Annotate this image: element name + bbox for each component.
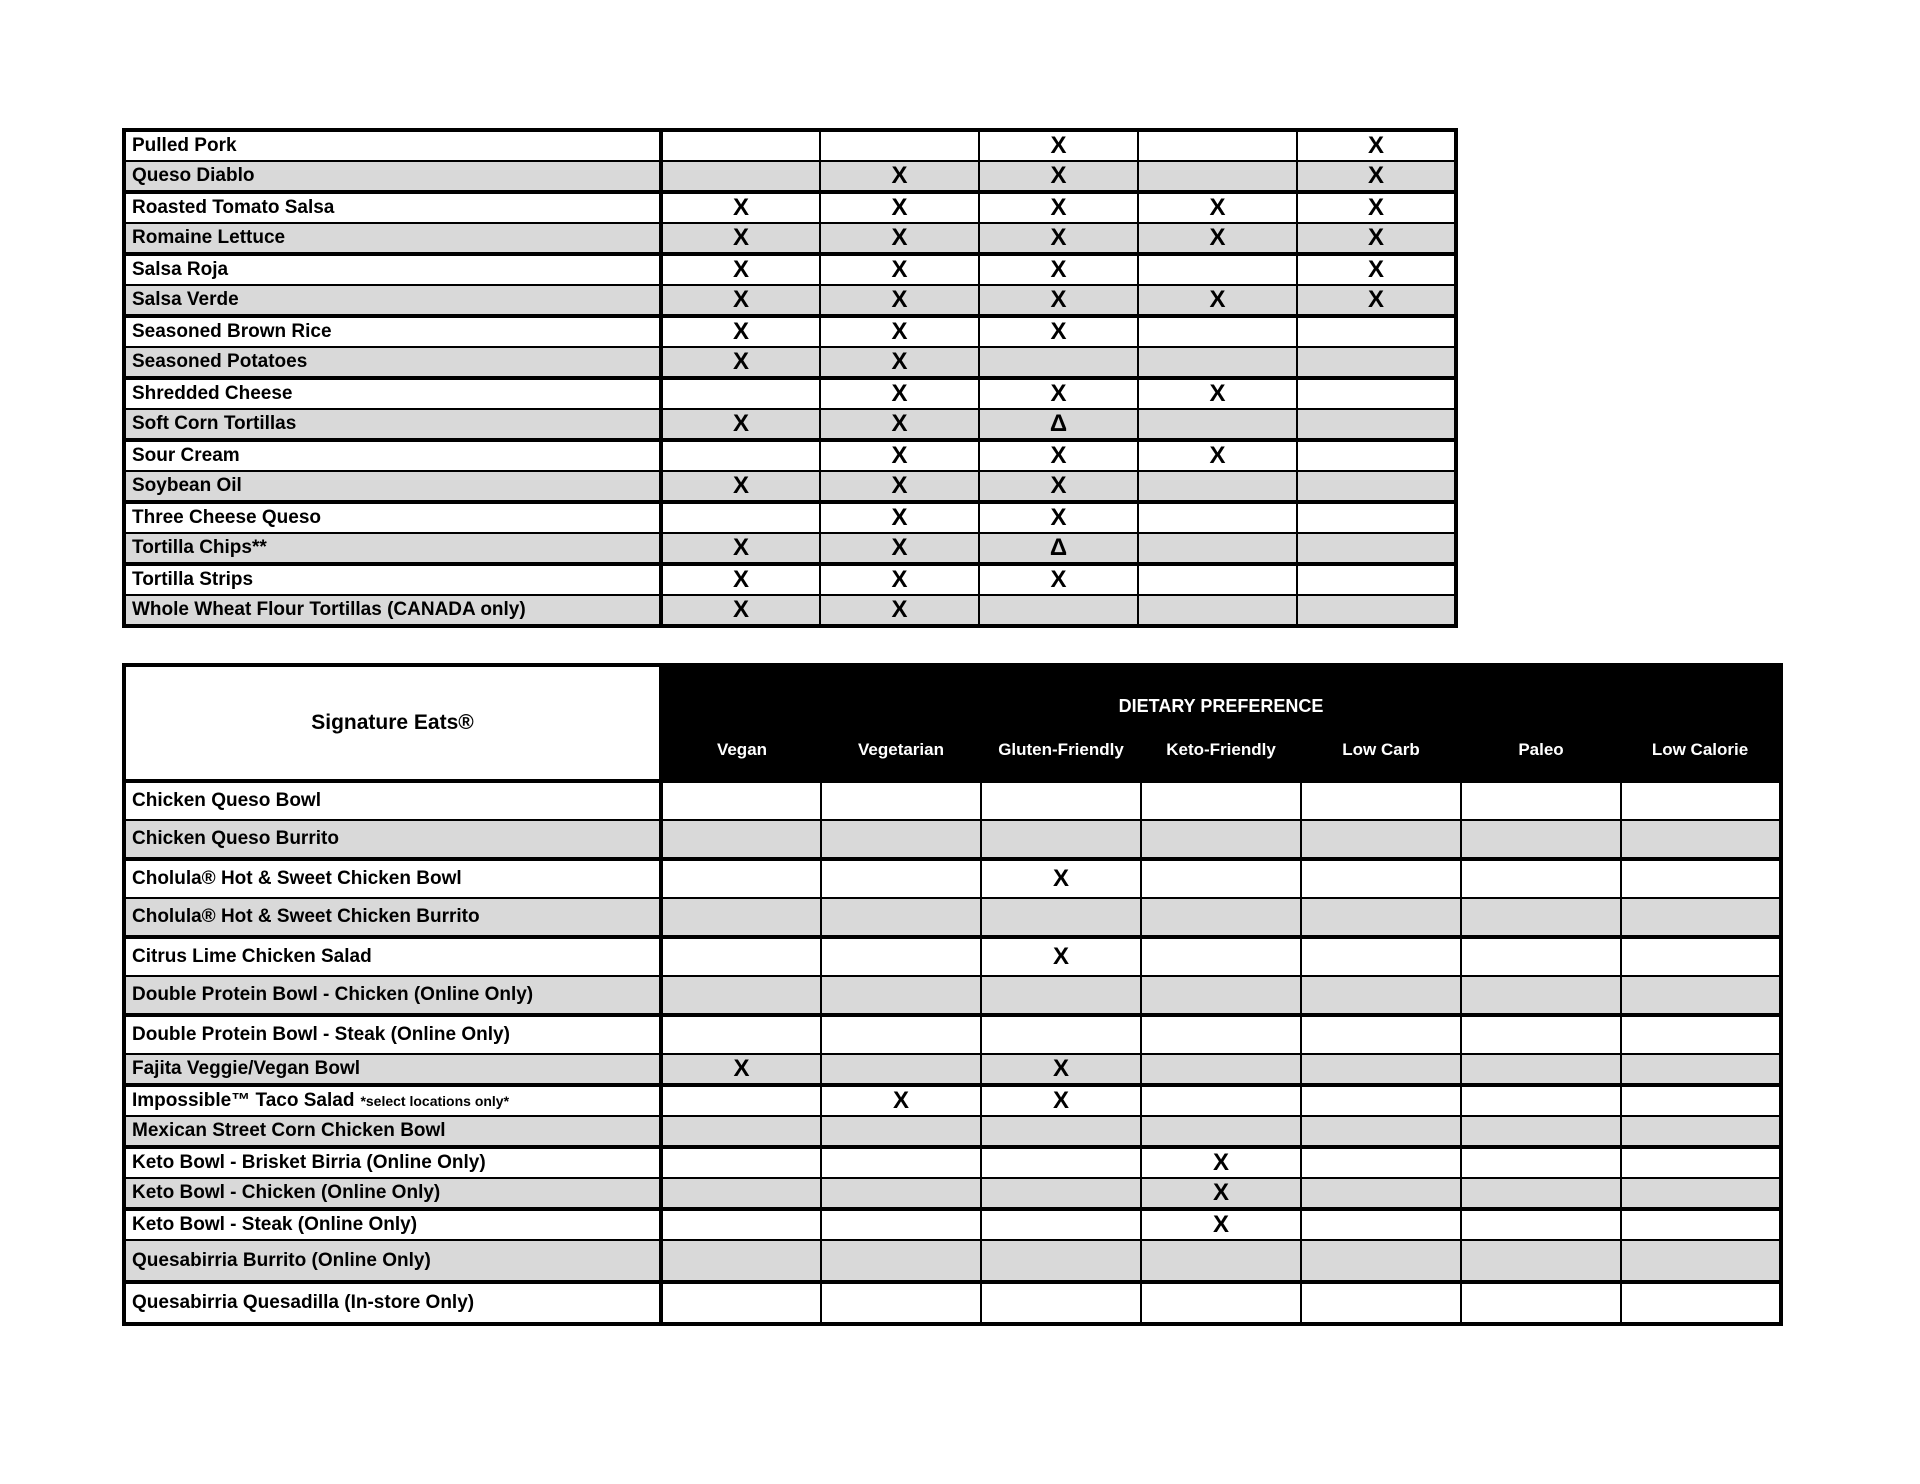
mark-cell: X xyxy=(820,471,979,502)
mark-cell xyxy=(1138,533,1297,564)
ingredient-name: Soybean Oil xyxy=(124,471,661,502)
mark-cell xyxy=(820,130,979,161)
ingredient-row xyxy=(124,130,1456,161)
mark-cell xyxy=(661,1178,821,1209)
column-header: Paleo xyxy=(1461,721,1621,781)
mark-cell xyxy=(1621,1054,1781,1085)
column-header: Low Calorie xyxy=(1621,721,1781,781)
mark-cell: X xyxy=(1138,192,1297,223)
mark-cell xyxy=(1297,378,1456,409)
mark-cell xyxy=(1301,820,1461,859)
mark-cell: X xyxy=(661,316,820,347)
mark-cell xyxy=(1621,1116,1781,1147)
mark-cell xyxy=(1141,859,1301,898)
mark-cell xyxy=(821,937,981,976)
mark-cell: X xyxy=(979,502,1138,533)
menu-item-name: Double Protein Bowl - Steak (Online Only) xyxy=(124,1015,661,1054)
mark-cell xyxy=(1461,859,1621,898)
mark-cell: X xyxy=(1141,1209,1301,1240)
mark-cell: X xyxy=(661,471,820,502)
mark-cell xyxy=(981,1240,1141,1282)
mark-cell: X xyxy=(979,130,1138,161)
mark-cell xyxy=(1621,1085,1781,1116)
mark-cell: X xyxy=(661,223,820,254)
mark-cell xyxy=(981,1015,1141,1054)
menu-item-row xyxy=(124,859,1781,898)
mark-cell xyxy=(1141,1015,1301,1054)
mark-cell xyxy=(1461,1147,1621,1178)
mark-cell xyxy=(1301,1209,1461,1240)
menu-item-row xyxy=(124,1178,1781,1209)
mark-cell xyxy=(1621,859,1781,898)
ingredient-row xyxy=(124,285,1456,316)
mark-cell xyxy=(981,1282,1141,1324)
mark-cell: X xyxy=(1141,1178,1301,1209)
mark-cell xyxy=(1141,1116,1301,1147)
signature-eats-header xyxy=(124,665,1781,781)
mark-cell xyxy=(1297,347,1456,378)
mark-cell xyxy=(661,1015,821,1054)
mark-cell: X xyxy=(821,1085,981,1116)
mark-cell: X xyxy=(1297,285,1456,316)
ingredient-name: Three Cheese Queso xyxy=(124,502,661,533)
menu-item-row xyxy=(124,1147,1781,1178)
mark-cell xyxy=(1461,1085,1621,1116)
mark-cell: X xyxy=(820,595,979,626)
ingredient-name: Romaine Lettuce xyxy=(124,223,661,254)
mark-cell: X xyxy=(661,595,820,626)
mark-cell xyxy=(821,1282,981,1324)
mark-cell xyxy=(981,976,1141,1015)
mark-cell: Δ xyxy=(979,409,1138,440)
mark-cell xyxy=(661,1085,821,1116)
mark-cell xyxy=(1297,316,1456,347)
mark-cell xyxy=(1141,820,1301,859)
menu-item-name: Fajita Veggie/Vegan Bowl xyxy=(124,1054,661,1085)
mark-cell xyxy=(1301,1147,1461,1178)
mark-cell: X xyxy=(981,937,1141,976)
mark-cell xyxy=(1138,254,1297,285)
mark-cell xyxy=(1461,1178,1621,1209)
mark-cell: X xyxy=(820,285,979,316)
mark-cell xyxy=(1141,1054,1301,1085)
ingredient-row xyxy=(124,192,1456,223)
mark-cell xyxy=(661,1116,821,1147)
mark-cell xyxy=(661,898,821,937)
mark-cell: X xyxy=(979,254,1138,285)
mark-cell xyxy=(1301,898,1461,937)
ingredient-name: Seasoned Brown Rice xyxy=(124,316,661,347)
mark-cell xyxy=(1621,1209,1781,1240)
ingredient-row xyxy=(124,223,1456,254)
mark-cell xyxy=(1621,898,1781,937)
menu-item-row xyxy=(124,820,1781,859)
mark-cell xyxy=(661,378,820,409)
ingredient-name: Seasoned Potatoes xyxy=(124,347,661,378)
mark-cell xyxy=(1461,1015,1621,1054)
mark-cell xyxy=(1621,820,1781,859)
mark-cell: X xyxy=(979,161,1138,192)
mark-cell xyxy=(1297,595,1456,626)
mark-cell xyxy=(1141,976,1301,1015)
mark-cell: X xyxy=(979,471,1138,502)
mark-cell xyxy=(1621,1178,1781,1209)
mark-cell xyxy=(1297,502,1456,533)
ingredient-row xyxy=(124,471,1456,502)
mark-cell xyxy=(981,1147,1141,1178)
mark-cell: X xyxy=(979,223,1138,254)
mark-cell xyxy=(1621,781,1781,820)
column-header: Low Carb xyxy=(1301,721,1461,781)
mark-cell: X xyxy=(820,254,979,285)
mark-cell xyxy=(661,1282,821,1324)
mark-cell xyxy=(821,781,981,820)
ingredient-name: Pulled Pork xyxy=(124,130,661,161)
menu-item-row xyxy=(124,898,1781,937)
ingredient-row xyxy=(124,316,1456,347)
mark-cell: X xyxy=(979,564,1138,595)
mark-cell xyxy=(661,1147,821,1178)
mark-cell: X xyxy=(661,409,820,440)
mark-cell xyxy=(821,1240,981,1282)
mark-cell: X xyxy=(1138,440,1297,471)
menu-item-row xyxy=(124,1054,1781,1085)
mark-cell xyxy=(1461,781,1621,820)
mark-cell xyxy=(821,1209,981,1240)
mark-cell xyxy=(1138,347,1297,378)
mark-cell: X xyxy=(1297,161,1456,192)
mark-cell xyxy=(979,347,1138,378)
mark-cell xyxy=(661,130,820,161)
mark-cell: X xyxy=(981,1085,1141,1116)
mark-cell: X xyxy=(1297,192,1456,223)
menu-item-name: Chicken Queso Bowl xyxy=(124,781,661,820)
mark-cell: X xyxy=(979,316,1138,347)
mark-cell xyxy=(1301,1178,1461,1209)
mark-cell xyxy=(981,820,1141,859)
mark-cell xyxy=(661,937,821,976)
menu-item-name: Quesabirria Quesadilla (In-store Only) xyxy=(124,1282,661,1324)
ingredient-name: Salsa Roja xyxy=(124,254,661,285)
mark-cell xyxy=(1301,1116,1461,1147)
mark-cell xyxy=(1301,976,1461,1015)
mark-cell xyxy=(1461,1282,1621,1324)
mark-cell xyxy=(1301,781,1461,820)
mark-cell: Δ xyxy=(979,533,1138,564)
menu-item-name: Mexican Street Corn Chicken Bowl xyxy=(124,1116,661,1147)
mark-cell: X xyxy=(661,564,820,595)
mark-cell xyxy=(1461,1116,1621,1147)
mark-cell xyxy=(1301,1240,1461,1282)
ingredient-name: Tortilla Strips xyxy=(124,564,661,595)
ingredient-row xyxy=(124,347,1456,378)
mark-cell xyxy=(1138,502,1297,533)
column-header: Vegan xyxy=(661,721,821,781)
mark-cell xyxy=(1138,161,1297,192)
mark-cell: X xyxy=(981,859,1141,898)
mark-cell: X xyxy=(1297,130,1456,161)
mark-cell: X xyxy=(1138,285,1297,316)
ingredient-row xyxy=(124,564,1456,595)
mark-cell xyxy=(1297,471,1456,502)
ingredient-row xyxy=(124,595,1456,626)
mark-cell: X xyxy=(820,440,979,471)
mark-cell: X xyxy=(820,223,979,254)
mark-cell: X xyxy=(979,285,1138,316)
menu-item-row xyxy=(124,1085,1781,1116)
mark-cell: X xyxy=(979,378,1138,409)
ingredient-row xyxy=(124,502,1456,533)
mark-cell: X xyxy=(981,1054,1141,1085)
mark-cell: X xyxy=(979,440,1138,471)
mark-cell xyxy=(1461,820,1621,859)
mark-cell xyxy=(981,898,1141,937)
mark-cell: X xyxy=(1138,378,1297,409)
signature-eats-table xyxy=(122,663,1783,1326)
ingredient-name: Tortilla Chips** xyxy=(124,533,661,564)
mark-cell xyxy=(1301,1282,1461,1324)
menu-item-row xyxy=(124,781,1781,820)
menu-item-name: Citrus Lime Chicken Salad xyxy=(124,937,661,976)
mark-cell xyxy=(661,440,820,471)
menu-item-name: Keto Bowl - Steak (Online Only) xyxy=(124,1209,661,1240)
mark-cell xyxy=(981,1178,1141,1209)
mark-cell xyxy=(661,1209,821,1240)
mark-cell: X xyxy=(661,1054,821,1085)
mark-cell xyxy=(1461,1240,1621,1282)
mark-cell xyxy=(1141,937,1301,976)
mark-cell xyxy=(1621,937,1781,976)
band-title-row xyxy=(124,665,1781,721)
mark-cell xyxy=(661,502,820,533)
menu-item-note: *select locations only* xyxy=(360,1093,510,1109)
mark-cell xyxy=(821,1147,981,1178)
menu-item-row xyxy=(124,937,1781,976)
mark-cell: X xyxy=(820,409,979,440)
mark-cell xyxy=(1141,1282,1301,1324)
mark-cell: X xyxy=(1297,223,1456,254)
mark-cell: X xyxy=(820,347,979,378)
mark-cell: X xyxy=(820,316,979,347)
mark-cell xyxy=(661,161,820,192)
mark-cell xyxy=(821,1015,981,1054)
menu-item-row xyxy=(124,1116,1781,1147)
mark-cell xyxy=(1141,781,1301,820)
mark-cell xyxy=(1297,440,1456,471)
mark-cell xyxy=(821,898,981,937)
menu-item-name: Keto Bowl - Chicken (Online Only) xyxy=(124,1178,661,1209)
mark-cell xyxy=(1297,564,1456,595)
dietary-preference-title: DIETARY PREFERENCE xyxy=(661,665,1781,721)
ingredient-row xyxy=(124,533,1456,564)
mark-cell xyxy=(1141,898,1301,937)
menu-item-name: Cholula® Hot & Sweet Chicken Bowl xyxy=(124,859,661,898)
mark-cell xyxy=(661,820,821,859)
mark-cell xyxy=(1138,564,1297,595)
mark-cell xyxy=(821,820,981,859)
mark-cell xyxy=(1141,1085,1301,1116)
mark-cell xyxy=(661,781,821,820)
ingredient-row xyxy=(124,378,1456,409)
ingredient-row xyxy=(124,409,1456,440)
mark-cell: X xyxy=(1141,1147,1301,1178)
menu-item-name: Quesabirria Burrito (Online Only) xyxy=(124,1240,661,1282)
menu-item-name: Keto Bowl - Brisket Birria (Online Only) xyxy=(124,1147,661,1178)
mark-cell xyxy=(821,1178,981,1209)
menu-item-row xyxy=(124,1240,1781,1282)
mark-cell xyxy=(821,859,981,898)
mark-cell xyxy=(821,1054,981,1085)
menu-item-name: Cholula® Hot & Sweet Chicken Burrito xyxy=(124,898,661,937)
ingredients-table xyxy=(122,128,1458,628)
mark-cell xyxy=(1621,1147,1781,1178)
mark-cell: X xyxy=(661,254,820,285)
menu-item-row xyxy=(124,1282,1781,1324)
mark-cell: X xyxy=(1138,223,1297,254)
mark-cell xyxy=(1301,937,1461,976)
ingredient-name: Sour Cream xyxy=(124,440,661,471)
mark-cell xyxy=(1297,409,1456,440)
mark-cell xyxy=(1461,1054,1621,1085)
column-header: Vegetarian xyxy=(821,721,981,781)
mark-cell: X xyxy=(979,192,1138,223)
column-header: Keto-Friendly xyxy=(1141,721,1301,781)
mark-cell xyxy=(981,1116,1141,1147)
mark-cell xyxy=(1138,471,1297,502)
ingredient-row xyxy=(124,161,1456,192)
ingredient-row xyxy=(124,440,1456,471)
mark-cell xyxy=(821,1116,981,1147)
mark-cell xyxy=(661,976,821,1015)
mark-cell xyxy=(1461,976,1621,1015)
mark-cell xyxy=(1461,937,1621,976)
mark-cell: X xyxy=(820,192,979,223)
mark-cell xyxy=(821,976,981,1015)
mark-cell: X xyxy=(820,533,979,564)
mark-cell xyxy=(1301,859,1461,898)
menu-item-name: Impossible™ Taco Salad *select locations only* xyxy=(124,1085,661,1116)
ingredient-name: Salsa Verde xyxy=(124,285,661,316)
mark-cell xyxy=(1138,409,1297,440)
menu-item-row xyxy=(124,1015,1781,1054)
mark-cell xyxy=(1301,1085,1461,1116)
mark-cell xyxy=(1461,1209,1621,1240)
ingredient-name: Queso Diablo xyxy=(124,161,661,192)
mark-cell: X xyxy=(820,564,979,595)
mark-cell xyxy=(661,1240,821,1282)
mark-cell xyxy=(1621,1015,1781,1054)
mark-cell xyxy=(1621,976,1781,1015)
mark-cell: X xyxy=(661,285,820,316)
mark-cell: X xyxy=(820,378,979,409)
mark-cell xyxy=(1138,595,1297,626)
mark-cell xyxy=(1621,1240,1781,1282)
mark-cell xyxy=(981,1209,1141,1240)
signature-eats-body xyxy=(124,781,1781,1324)
mark-cell xyxy=(1138,316,1297,347)
mark-cell xyxy=(1461,898,1621,937)
mark-cell: X xyxy=(820,502,979,533)
menu-item-row xyxy=(124,1209,1781,1240)
mark-cell xyxy=(1141,1240,1301,1282)
mark-cell: X xyxy=(661,192,820,223)
column-header: Gluten-Friendly xyxy=(981,721,1141,781)
mark-cell: X xyxy=(1297,254,1456,285)
ingredients-table-body xyxy=(124,130,1456,626)
ingredient-row xyxy=(124,254,1456,285)
mark-cell: X xyxy=(820,161,979,192)
mark-cell xyxy=(1301,1054,1461,1085)
mark-cell xyxy=(661,859,821,898)
mark-cell xyxy=(979,595,1138,626)
ingredient-name: Shredded Cheese xyxy=(124,378,661,409)
menu-item-name: Chicken Queso Burrito xyxy=(124,820,661,859)
mark-cell xyxy=(1138,130,1297,161)
mark-cell: X xyxy=(661,347,820,378)
ingredient-name: Roasted Tomato Salsa xyxy=(124,192,661,223)
mark-cell: X xyxy=(661,533,820,564)
ingredient-name: Soft Corn Tortillas xyxy=(124,409,661,440)
menu-item-name: Double Protein Bowl - Chicken (Online Only) xyxy=(124,976,661,1015)
mark-cell xyxy=(1301,1015,1461,1054)
ingredient-name: Whole Wheat Flour Tortillas (CANADA only) xyxy=(124,595,661,626)
menu-item-row xyxy=(124,976,1781,1015)
mark-cell xyxy=(981,781,1141,820)
mark-cell xyxy=(1297,533,1456,564)
mark-cell xyxy=(1621,1282,1781,1324)
signature-eats-title: Signature Eats® xyxy=(124,665,661,781)
